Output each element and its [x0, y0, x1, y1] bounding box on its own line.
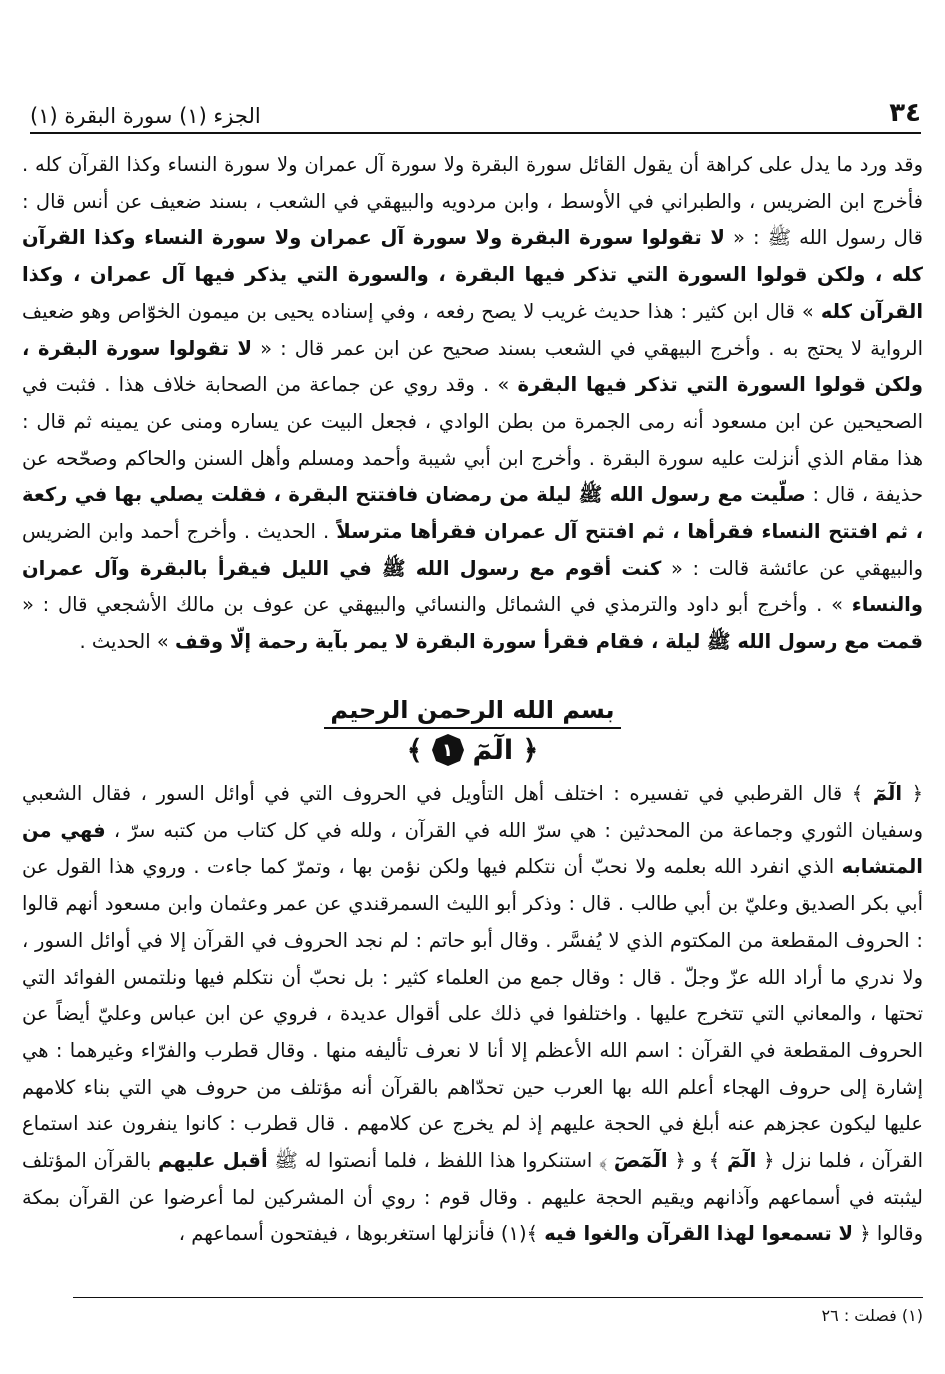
verse-text: ﴿ الٓمٓ: [472, 734, 539, 766]
hadith-quote: لا تقولوا سورة البقرة ، ولكن قولوا السورة التي تذكر فيها البقرة: [22, 336, 923, 397]
footnote-divider: [73, 1297, 923, 1298]
hadith-quote: صلّيت مع رسول الله ﷺ ليلة من رمضان فافتتح البقرة ، فقلت يصلي بها في ركعة ، ثم افتتح النساء فقرأها ، ثم افتتح آل عمران فقرأها مترسلاً: [22, 483, 923, 544]
emphasis: أقبل عليهم: [158, 1149, 268, 1173]
text-run: الذي انفرد الله بعلمه ولا نحبّ أن نتكلم فيها ولكن نؤمن بها ، وتمرّ كما جاءت . وروي هذا القول عن أبي بكر الصديق وعليّ بن أبي طالب . قال : وذكر أبو الليث السمرقندي عن عمر وعثمان وابن مسعود أنهم قالوا : الحروف المقطعة من المكتوم الذي لا يُفسَّر . وقال أبو حاتم : لم نجد الحروف في القرآن إلا في أوائل السور ، ولا ندري ما أراد الله عزّ وجلّ . قال : وقال جمع من العلماء كثير : بل نحبّ أن نتكلم فيها ونلتمس الفوائد التي تحتها ، والمعاني التي تتخرج عليها . واختلفوا في ذلك على أقوال عديدة ، فروي عن ابن عباس وعليّ أيضاً عن الحروف المقطعة في القرآن : اسم الله الأعظم إلا أنا لا نعرف تأليفه منها . وقال قطرب والفرّاء وغيرهما : هي إشارة إلى حروف الهجاء أعلم الله بها العرب حين تحدّاهم بالقرآن أنه مؤتلف من حروف هي التي بناء كلامهم عليها ليكون عجزهم عنه أبلغ في الحجة عليهم إذ لم يخرج عن كلامهم . قال قطرب : كانوا ينفرون عند استماع القرآن ، فلما نزل ﴿: [22, 855, 924, 1173]
quran-quote: لا تسمعوا لهذا القرآن والغوا فيه: [544, 1222, 854, 1246]
verse-number-marker: [431, 733, 465, 767]
basmala: بسم الله الرحمن الرحيم: [324, 695, 620, 729]
verse-number: ١: [442, 739, 454, 761]
text-run: » . وقد روي عن جماعة من الصحابة خلاف هذا . فثبت في الصحيحين عن ابن مسعود أنه رمى الجمرة من بطن الوادي ، فجعل البيت عن يساره ومنى عن يمينه ثم قال : هذا مقام الذي أنزلت عليه سورة البقرة . وأخرج ابن أبي شيبة وأحمد ومسلم وأهل السنن والحاكم وصحّحه عن حذيفة ، قال :: [22, 373, 924, 507]
text-run: » قال ابن كثير : هذا حديث غريب لا يصح رفعه ، وفي إسناده يحيى بن ميمون الخوّاص وهو ضعيف الرواية لا يحتج به . وأخرج البيهقي في الشعب بسند صحيح عن ابن عمر قال : «: [22, 299, 923, 360]
text-run: » . وأخرج أبو داود والترمذي في الشمائل والنسائي والبيهقي عن عوف بن مالك الأشجعي قال : «: [22, 593, 852, 617]
text-run: . الحديث . وأخرج أحمد وابن الضريس والبيهقي عن عائشة قالت : «: [22, 520, 924, 580]
emphasis: فهي من المتشابه: [22, 818, 923, 879]
text-run: ﴾(١) فأنزلها استغربوها ، فيفتحون أسماعهم ،: [178, 1222, 545, 1246]
text-run: بالقرآن المؤتلف ليثبته في أسماعهم وآذانهم ويقيم الحجة عليهم . وقال قوم : روي أن المشركين لما أعرضوا عن القرآن بمكة وقالوا ﴿: [22, 1149, 923, 1246]
paragraph-2: [22, 776, 923, 1253]
footnote: (١) فصلت : ٢٦: [821, 1306, 923, 1325]
text-run: ﴾ و ﴿: [667, 1149, 727, 1173]
quran-word: الٓمٓ: [727, 1149, 757, 1173]
text-run: ﴾ قال القرطبي في تفسيره : اختلف أهل التأويل في الحروف التي في أوائل السور ، فقال الشعبي وسفيان الثوري وجماعة من المحدثين : هي سرّ الله في القرآن ، ولله في كل كتاب من كتبه سرّ ،: [22, 782, 923, 842]
running-head: الجزء (١) سورة البقرة (١): [30, 104, 261, 128]
text-run: ﴿: [902, 782, 923, 805]
verse-close: ﴾: [406, 734, 423, 766]
verse-line: [0, 733, 945, 767]
hadith-quote: لا تقولوا سورة البقرة ولا سورة آل عمران ولا سورة النساء وكذا القرآن كله ، ولكن قولوا السورة التي تذكر فيها البقرة ، والسورة التي يذكر فيها آل عمران ، وكذا القرآن كله: [22, 226, 923, 323]
hadith-quote: كنت أقوم مع رسول الله ﷺ في الليل فيقرأ بالبقرة وآل عمران والنساء: [22, 556, 923, 617]
quran-word: الٓمٓصٓ: [613, 1149, 668, 1173]
text-run: ﴾ استنكروا هذا اللفظ ، فلما أنصتوا له ﷺ: [267, 1149, 614, 1173]
surah-heading: [0, 695, 945, 771]
quran-word: الٓمٓ: [872, 782, 903, 805]
text-run: » الحديث .: [79, 630, 175, 654]
page-number: ٣٤: [889, 98, 921, 128]
text-run: وقد ورد ما يدل على كراهة أن يقول القائل سورة البقرة ولا سورة آل عمران ولا سورة النساء وكذا القرآن كله . فأخرج ابن الضريس ، والطبراني في الأوسط ، وابن مردويه والبيهقي في الشعب ، بسند ضعيف عن أنس قال : قال رسول الله ﷺ : «: [22, 153, 923, 250]
page-header: [30, 88, 921, 134]
paragraph-1: [22, 147, 923, 661]
hadith-quote: قمت مع رسول الله ﷺ ليلة ، فقام فقرأ سورة البقرة لا يمر بآية رحمة إلّا وقف: [174, 630, 923, 654]
